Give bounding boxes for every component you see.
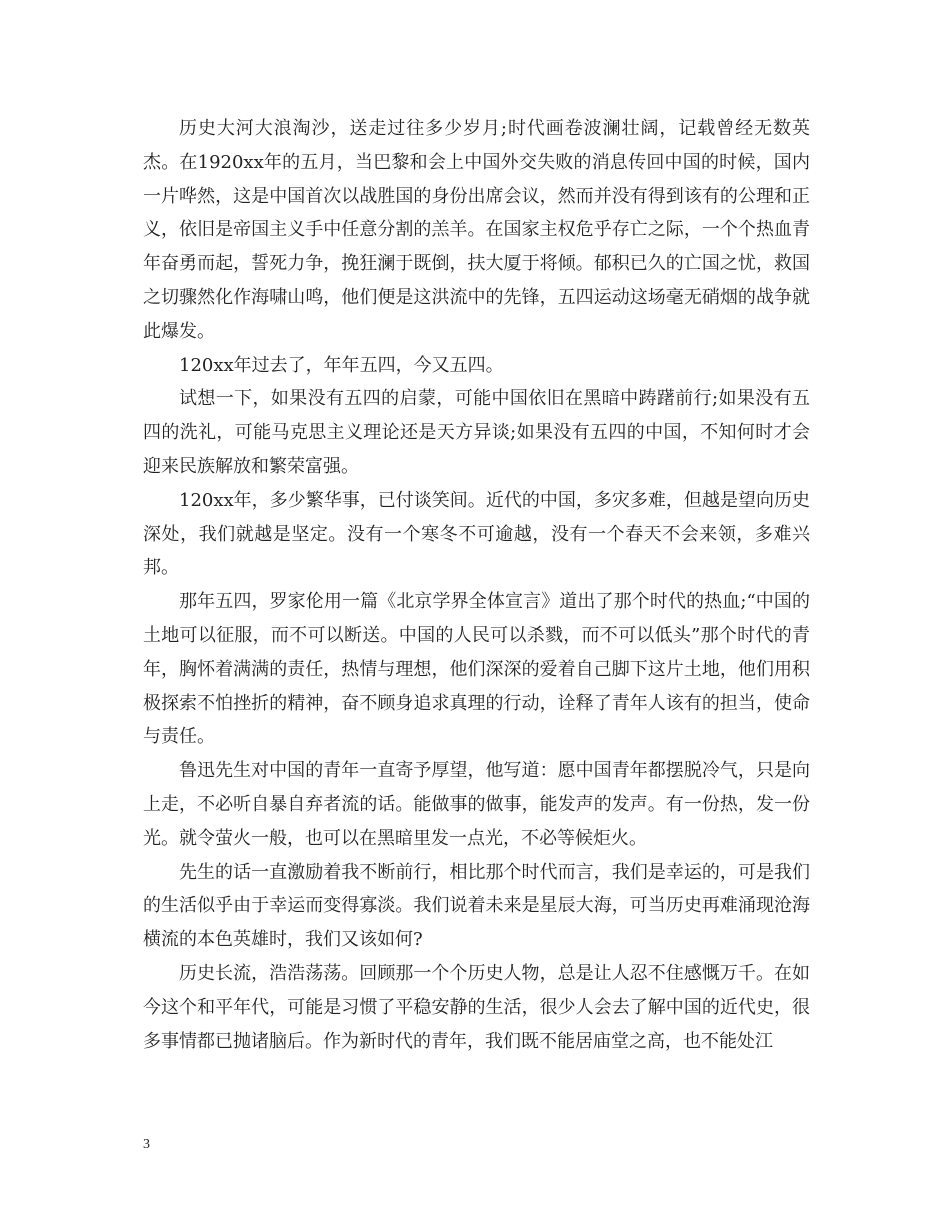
paragraph-5: 那年五四，罗家伦用一篇《北京学界全体宣言》道出了那个时代的热血;“中国的土地可以征服，而不可以断送。中国的人民可以杀戮，而不可以低头”那个时代的青年，胸怀着满满的责任，热情与理想，他们深深的爱着自己脚下这片土地，他们用积极探索不怕挫折的精神，奋不顾身追求真理的行动，诠释了青年人该有的担当，使命与责任。: [143, 591, 810, 748]
paragraph-3: 试想一下，如果没有五四的启蒙，可能中国依旧在黑暗中踌躇前行;如果没有五四的洗礼，可能马克思主义理论还是天方异谈;如果没有五四的中国，不知何时才会迎来民族解放和繁荣富强。: [143, 388, 810, 477]
paragraph-7: 先生的话一直激励着我不断前行，相比那个时代而言，我们是幸运的，可是我们的生活似乎由于幸运而变得寡淡。我们说着未来是星辰大海，可当历史再难涌现沧海横流的本色英雄时，我们又该如何?: [143, 861, 810, 951]
paragraph-6: 鲁迅先生对中国的青年一直寄予厚望，他写道：愿中国青年都摆脱冷气，只是向上走，不必听自暴自弃者流的话。能做事的做事，能发声的发声。有一份热，发一份光。就令萤火一般，也可以在黑暗里发一点光，不必等候炬火。: [143, 760, 810, 849]
paragraph-4: 120xx年，多少繁华事，已付谈笑间。近代的中国，多灾多难，但越是望向历史深处，我们就越是坚定。没有一个寒冬不可逾越，没有一个春天不会来领，多难兴邦。: [143, 489, 810, 579]
paragraph-1: 历史大河大浪淘沙，送走过往多少岁月;时代画卷波澜壮阔，记载曾经无数英杰。在1920xx年的五月，当巴黎和会上中国外交失败的消息传回中国的时候，国内一片哗然，这是中国首次以战胜国的身份出席会议，然而并没有得到该有的公理和正义，依旧是帝国主义手中任意分割的羔羊。在国家主权危乎存亡之际，一个个热血青年奋勇而起，誓死力争，挽狂澜于既倒，扶大厦于将倾。郁积已久的亡国之忧，救国之切骤然化作海啸山鸣，他们便是这洪流中的先锋，五四运动这场毫无硝烟的战争就此爆发。: [143, 118, 810, 342]
body-text: [143, 112, 810, 1058]
paragraph-2: 120xx年过去了，年年五四，今又五四。: [179, 354, 504, 376]
paragraph-8: 历史长流，浩浩荡荡。回顾那一个个历史人物，总是让人忍不住感慨万千。在如今这个和平年代，可能是习惯了平稳安静的生活，很少人会去了解中国的近代史，很多事情都已抛诸脑后。作为新时代的青年，我们既不能居庙堂之高，也不能处江: [143, 962, 810, 1052]
page-number: 3: [143, 1137, 150, 1152]
